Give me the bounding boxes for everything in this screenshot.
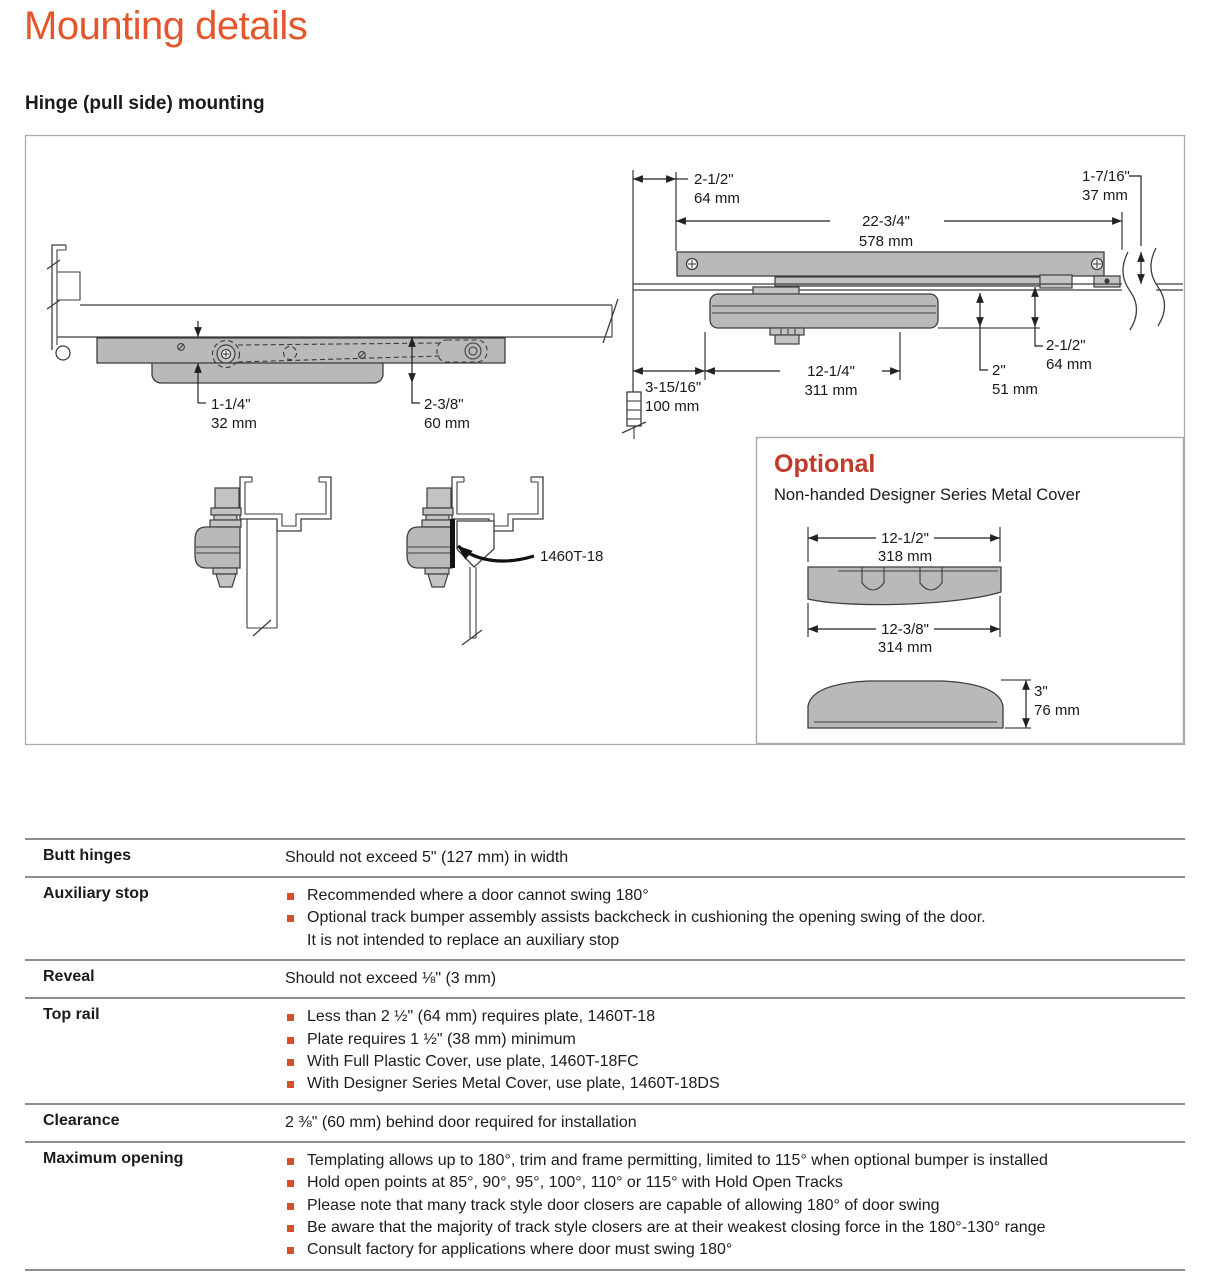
bullet-text: Less than 2 ½" (64 mm) requires plate, 1460T-18	[307, 1008, 656, 1026]
table-row-butt-hinges	[25, 840, 1185, 878]
dim-track-length-mm: 578 mm	[858, 233, 914, 250]
dim-body-length	[705, 363, 900, 399]
table-row-clearance	[25, 1105, 1185, 1143]
bullet-line	[285, 1073, 1185, 1095]
dim-plate-depth-in: 1-1/4"	[211, 396, 251, 413]
dim-track-drop-mm: 37 mm	[1082, 187, 1128, 204]
row-value: Should not exceed 5" (127 mm) in width	[285, 849, 569, 866]
spec-table	[25, 838, 1185, 1271]
door-slab-plan	[57, 299, 618, 343]
dim-header-to-body	[1035, 287, 1092, 373]
bullet-line	[285, 1006, 1185, 1028]
plate-callout-label: 1460T-18	[540, 548, 604, 565]
bullet-icon	[287, 1225, 294, 1232]
dim-backset-mm: 100 mm	[645, 398, 700, 415]
row-label: Top rail	[43, 1006, 100, 1024]
dim-header-to-body-in: 2-1/2"	[1046, 337, 1086, 354]
dim-backset-in: 3-15/16"	[645, 379, 702, 396]
closer-section-icon	[407, 488, 453, 587]
continuation-line	[285, 930, 1185, 952]
bullet-icon	[287, 1081, 294, 1088]
dim-cover-height-in: 3"	[1034, 683, 1048, 700]
optional-subheading: Non-handed Designer Series Metal Cover	[774, 486, 1081, 504]
bullet-line	[285, 907, 1185, 929]
dim-stop-to-body	[980, 293, 1038, 398]
jamb-section-icon	[622, 392, 646, 439]
bullet-text: Consult factory for applications where door must swing 180°	[307, 1241, 733, 1259]
cross-section-right	[407, 477, 603, 645]
table-row-maximum-opening	[25, 1143, 1185, 1271]
hinge-pin-icon	[56, 346, 70, 360]
track-arm	[775, 275, 1120, 288]
bullet-icon	[287, 915, 294, 922]
metal-cover-plan	[808, 567, 1001, 605]
row-value: 2 ⅜" (60 mm) behind door required for installation	[285, 1113, 637, 1131]
dim-plate-depth-mm: 32 mm	[211, 415, 257, 432]
dim-cover-top-in: 12-1/2"	[881, 530, 929, 547]
dim-track-length-in: 22-3/4"	[862, 213, 910, 230]
frame-profile	[47, 245, 80, 360]
dim-cover-bottom-mm: 314 mm	[877, 639, 933, 656]
bullet-icon	[287, 1037, 294, 1044]
door-closer-plan	[97, 338, 505, 383]
dim-header-to-body-mm: 64 mm	[1046, 356, 1092, 373]
bullet-line	[285, 1195, 1185, 1217]
dim-cover-height-mm: 76 mm	[1034, 702, 1080, 719]
cross-section-left	[195, 477, 331, 636]
dim-track-length	[676, 212, 1122, 250]
bullet-line	[285, 1051, 1185, 1073]
break-squiggle-icon	[1123, 252, 1137, 330]
bullet-text: With Designer Series Metal Cover, use plate, 1460T-18DS	[307, 1075, 720, 1093]
dim-body-depth-in: 2-3/8"	[424, 396, 464, 413]
bullet-text: Hold open points at 85°, 90°, 95°, 100°, 110° or 115° with Hold Open Tracks	[307, 1174, 843, 1192]
dim-track-offset-mm: 64 mm	[694, 190, 740, 207]
row-label: Clearance	[43, 1111, 120, 1129]
row-value: Should not exceed ⅛" (3 mm)	[285, 970, 497, 988]
dim-track-drop-in: 1-7/16"	[1082, 168, 1130, 185]
section-heading: Hinge (pull side) mounting	[25, 93, 265, 114]
row-label: Auxiliary stop	[43, 885, 149, 902]
table-row-reveal	[25, 961, 1185, 999]
dim-stop-to-body-mm: 51 mm	[992, 381, 1038, 398]
optional-heading: Optional	[774, 450, 876, 478]
dim-body-depth-mm: 60 mm	[424, 415, 470, 432]
metal-cover-side	[808, 681, 1003, 728]
right-view-drawing	[622, 168, 1183, 439]
bullet-text: Be aware that the majority of track style closers are at their weakest closing force in the 180°-130° range	[307, 1219, 1046, 1237]
bullet-icon	[287, 893, 294, 900]
bullet-text: Recommended where a door cannot swing 180°	[307, 887, 649, 904]
bullet-icon	[287, 1014, 294, 1021]
bullet-text: Plate requires 1 ½" (38 mm) minimum	[307, 1030, 576, 1048]
bullet-text: With Full Plastic Cover, use plate, 1460T-18FC	[307, 1053, 639, 1071]
dim-body-length-in: 12-1/4"	[807, 363, 855, 380]
dim-track-offset-in: 2-1/2"	[694, 171, 734, 188]
page-title: Mounting details	[24, 4, 308, 48]
optional-panel	[757, 438, 1184, 744]
bullet-line	[285, 1150, 1185, 1172]
bullet-text: Please note that many track style door closers are capable of allowing 180° of door swing	[307, 1196, 940, 1214]
bullet-icon	[287, 1059, 294, 1066]
bullet-icon	[287, 1247, 294, 1254]
dim-track-offset	[633, 171, 740, 251]
bullet-text: It is not intended to replace an auxiliary stop	[307, 931, 620, 949]
left-view-drawing	[47, 245, 618, 432]
dim-body-length-mm: 311 mm	[804, 382, 858, 399]
bullet-line	[285, 1217, 1185, 1239]
dim-stop-to-body-in: 2"	[992, 362, 1006, 379]
table-row-auxiliary-stop	[25, 878, 1185, 961]
dim-cover-top-mm: 318 mm	[877, 548, 933, 565]
closer-section-icon	[195, 488, 241, 587]
dim-backset	[633, 332, 900, 415]
bullet-icon	[287, 1180, 294, 1187]
bullet-line	[285, 885, 1185, 907]
row-label: Butt hinges	[43, 847, 131, 864]
bullet-text: Optional track bumper assembly assists backcheck in cushioning the opening swing of the door.	[307, 909, 986, 927]
row-label: Maximum opening	[43, 1149, 184, 1167]
closer-plate	[97, 338, 505, 363]
closer-body-elevation	[710, 287, 938, 344]
bullet-line	[285, 1029, 1185, 1051]
bullet-icon	[287, 1203, 294, 1210]
bullet-line	[285, 1172, 1185, 1194]
slide-track	[677, 252, 1104, 276]
bullet-icon	[287, 1158, 294, 1165]
row-label: Reveal	[43, 968, 95, 986]
plate-1460T-18	[450, 519, 455, 568]
bullet-line	[285, 1239, 1185, 1261]
dim-cover-bottom-in: 12-3/8"	[881, 621, 929, 638]
table-row-top-rail	[25, 999, 1185, 1105]
break-squiggle-icon	[1151, 248, 1165, 326]
bullet-text: Templating allows up to 180°, trim and frame permitting, limited to 115° when optional bumper is installed	[307, 1151, 1048, 1169]
